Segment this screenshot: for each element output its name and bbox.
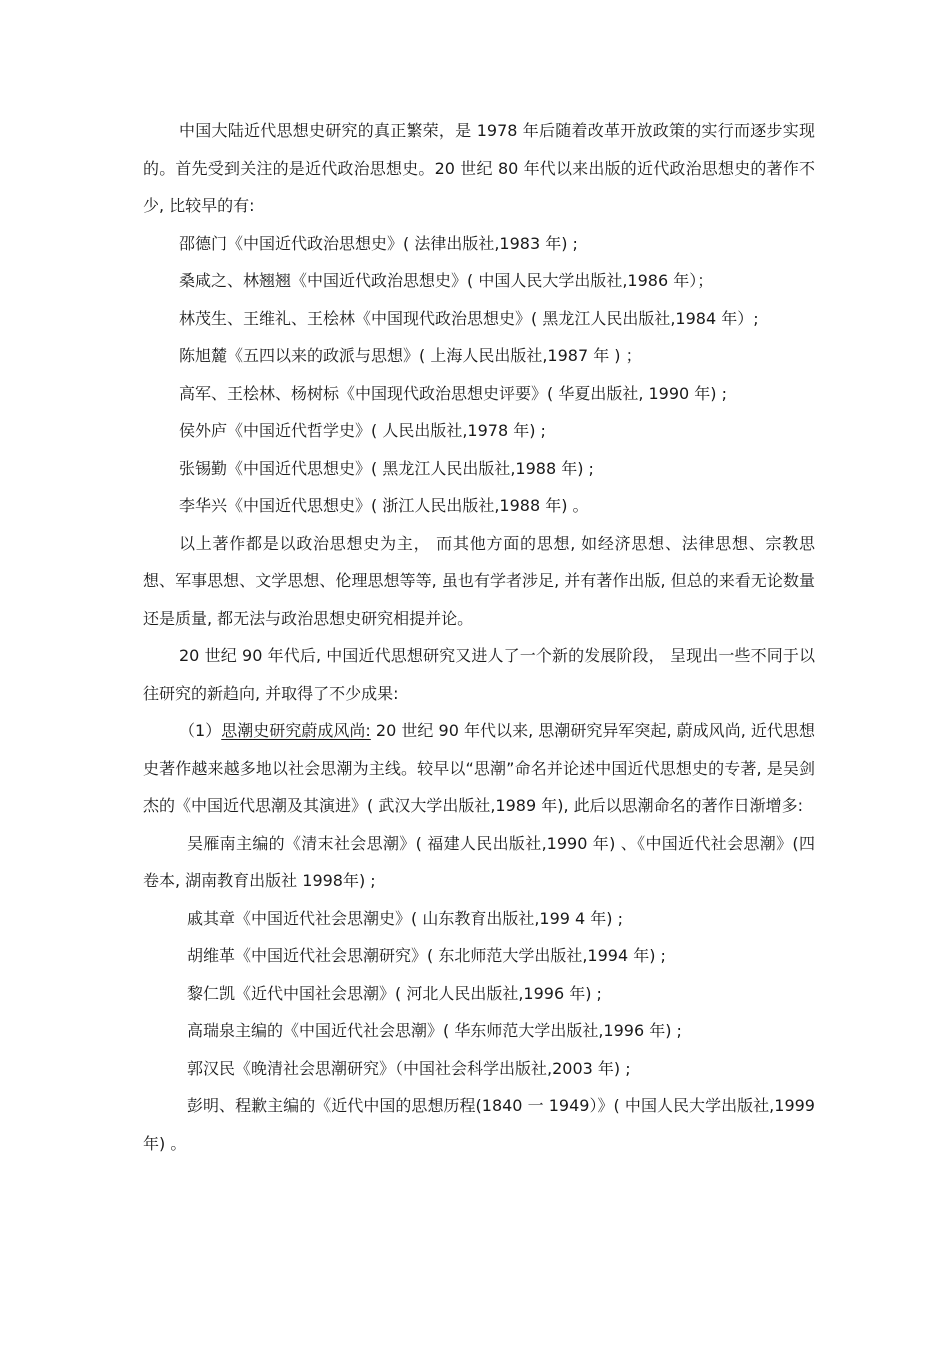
list-item: 侯外庐《中国近代哲学史》( 人民出版社,1978 年) ; [179,421,546,440]
list-item: 李华兴《中国近代思想史》( 浙江人民出版社,1988 年) 。 [179,496,589,515]
list-item: 戚其章《中国近代社会思潮史》( 山东教育出版社,199 4 年) ; [187,908,624,928]
trend1-label: （1） [179,721,222,740]
political-works-list [143,225,815,525]
list-item: 林茂生、王维礼、王桧林《中国现代政治思想史》( 黑龙江人民出版社,1984 年）; [179,308,759,328]
list-item: 陈旭麓《五四以来的政派与思想》( 上海人民出版社,1987 年 ) ； [179,346,642,365]
trend1-paragraph [143,712,815,825]
summary-paragraph: 以上著作都是以政治思想史为主， 而其他方面的思想, 如经济思想、法律思想、宗教思想、军事思想、文学思想、伦理思想等等, 虽也有学者涉足, 并有著作出版, 但总的来看无论数量还是质量, 都无法与政治思想史研究相提并论。 [143,533,815,628]
intro-paragraph: 中国大陆近代思想史研究的真正繁荣，是 1978 年后随着改革开放政策的实行而逐步实现的。首先受到关注的是近代政治思想史。20 世纪 80 年代以来出版的近代政治思想史的著作不少, 比较早的有: [143,121,815,215]
list-item: 彭明、程歉主编的《近代中国的思想历程(1840 一 1949）》( 中国人民大学出版社,1999 年) 。 [143,1096,815,1153]
document-page [143,112,815,1162]
list-item: 郭汉民《晚清社会思潮研究》（中国社会科学出版社,2003 年) ; [187,1058,631,1078]
list-item: 高军、王桧林、杨树标《中国现代政治思想史评要》( 华夏出版社, 1990 年) ; [179,383,728,403]
list-item: 邵德门《中国近代政治思想史》( 法律出版社,1983 年) ; [179,233,578,253]
list-item: 桑咸之、林翘翘《中国近代政治思想史》( 中国人民大学出版社,1986 年）； [179,271,714,290]
nineties-paragraph: 20 世纪 90 年代后, 中国近代思想研究又进人了一个新的发展阶段， 呈现出一些不同于以往研究的新趋向, 并取得了不少成果: [143,646,815,703]
list-item: 张锡勤《中国近代思想史》( 黑龙江人民出版社,1988 年) ; [179,458,594,478]
trend1-heading: 思潮史研究蔚成风尚: [221,721,371,740]
trend-works-list [143,825,815,1163]
list-item: 高瑞泉主编的《中国近代社会思潮》( 华东师范大学出版社,1996 年) ; [187,1021,682,1040]
list-item: 吴雁南主编的《清末社会思潮》( 福建人民出版社,1990 年) 、《中国近代社会思潮》(四卷本, 湖南教育出版社 1998年) ; [143,833,815,890]
list-item: 胡维革《中国近代社会思潮研究》( 东北师范大学出版社,1994 年) ; [187,946,666,965]
trend1-text: 20 世纪 90 年代以来, 思潮研究异军突起, 蔚成风尚, 近代思想史著作越来越多地以社会思潮为主线。较早以“思潮”命名并论述中国近代思想史的专著, 是吴剑杰的《中国近代思潮及其演进》( 武汉大学出版社,1989 年), 此后以思潮命名的著作日渐增多: [143,721,815,815]
list-item: 黎仁凯《近代中国社会思潮》( 河北人民出版社,1996 年) ; [187,983,602,1003]
